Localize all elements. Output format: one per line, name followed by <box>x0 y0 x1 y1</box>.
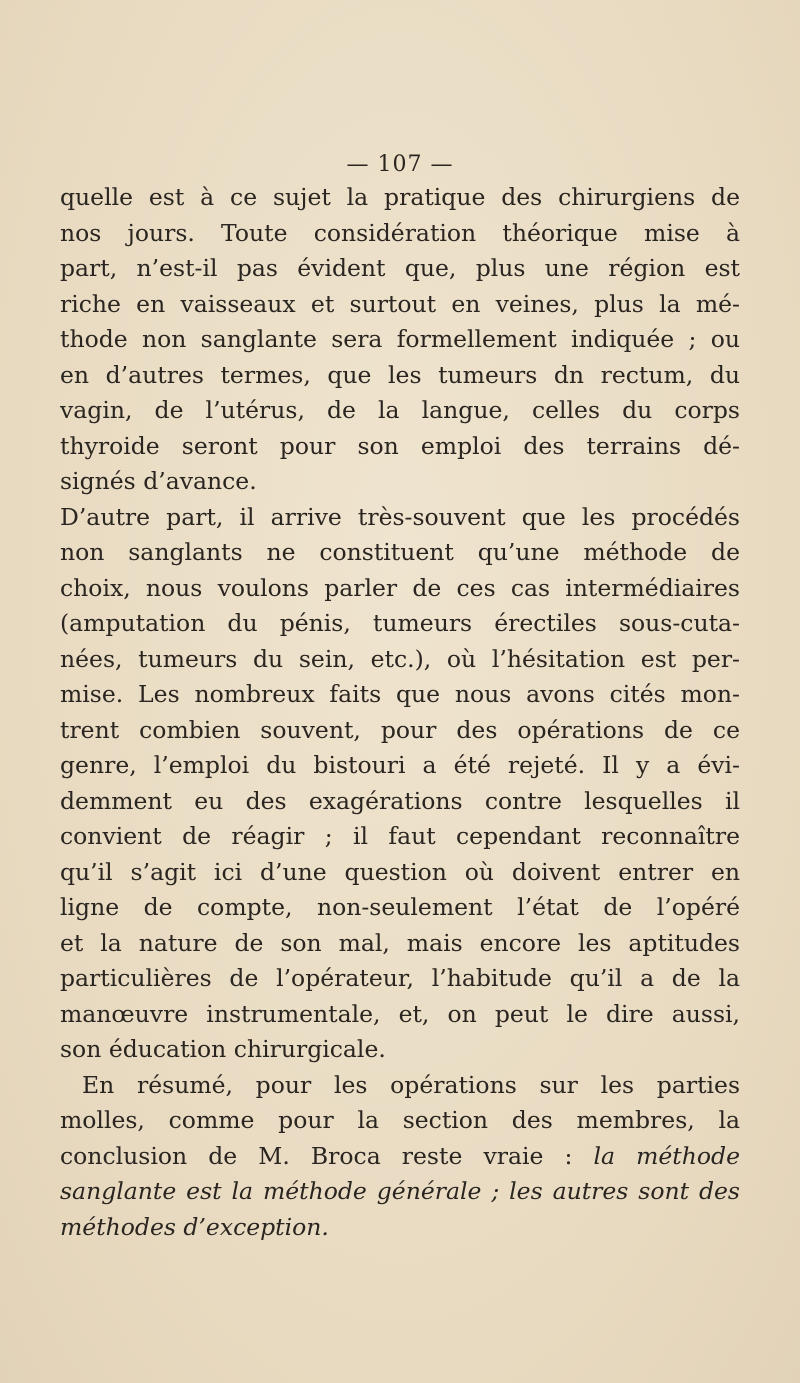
text-line: vagin, de l’utérus, de la langue, celles du corps <box>60 396 740 424</box>
text-line: qu’il s’agit ici d’une question où doivent entrer en <box>60 857 740 886</box>
text-line: thode non sanglante sera formellement indiquée ; ou <box>60 325 740 353</box>
text-line-italic: méthodes d’exception. <box>60 1212 329 1241</box>
text-line: thyroide seront pour son emploi des terrains dé- <box>60 431 740 460</box>
text-line: riche en vaisseaux et surtout en veines, plus la mé- <box>60 289 740 318</box>
text-line: D’autre part, il arrive très-souvent que les procédés <box>60 502 740 531</box>
text-line-italic: la méthode <box>593 1141 740 1170</box>
text-line: genre, l’emploi du bistouri a été rejeté. Il y a évi- <box>60 751 740 779</box>
text-line: et la nature de son mal, mais encore les aptitudes <box>60 928 740 957</box>
text-line: demment eu des exagérations contre lesquelles il <box>60 786 740 815</box>
text-line: en d’autres termes, que les tumeurs dn rectum, du <box>60 360 740 389</box>
page-number: — 107 — <box>346 152 454 177</box>
text-line: En résumé, pour les opérations sur les parties <box>82 1070 740 1099</box>
text-line: particulières de l’opérateur, l’habitude qu’il a de la <box>60 964 740 992</box>
body-text <box>60 180 740 1245</box>
text-line-italic: sanglante est la méthode générale ; les autres sont des <box>60 1177 740 1205</box>
text-line: mise. Les nombreux faits que nous avons cités mon- <box>60 680 740 708</box>
text-line: convient de réagir ; il faut cependant reconnaître <box>60 822 740 850</box>
text-line <box>60 1139 740 1175</box>
text-line: son éducation chirurgicale. <box>60 1035 386 1063</box>
text-line: part, n’est-il pas évident que, plus une région est <box>60 254 740 282</box>
text-line: quelle est à ce sujet la pratique des chirurgiens de <box>60 183 740 211</box>
text-line: molles, comme pour la section des membres, la <box>60 1106 740 1134</box>
text-line: signés d’avance. <box>60 467 257 495</box>
text-line: nées, tumeurs du sein, etc.), où l’hésitation est per- <box>60 644 740 673</box>
text-line: choix, nous voulons parler de ces cas intermédiaires <box>60 573 740 602</box>
text-line: (amputation du pénis, tumeurs érectiles sous-cuta- <box>60 609 740 637</box>
text-line: non sanglants ne constituent qu’une méthode de <box>60 538 740 566</box>
text-line: nos jours. Toute considération théorique mise à <box>60 218 740 247</box>
text-line-roman: conclusion de M. Broca reste vraie : <box>60 1141 573 1170</box>
text-line: manœuvre instrumentale, et, on peut le dire aussi, <box>60 999 740 1028</box>
text-line: ligne de compte, non-seulement l’état de l’opéré <box>60 893 740 921</box>
text-line: trent combien souvent, pour des opérations de ce <box>60 715 740 744</box>
